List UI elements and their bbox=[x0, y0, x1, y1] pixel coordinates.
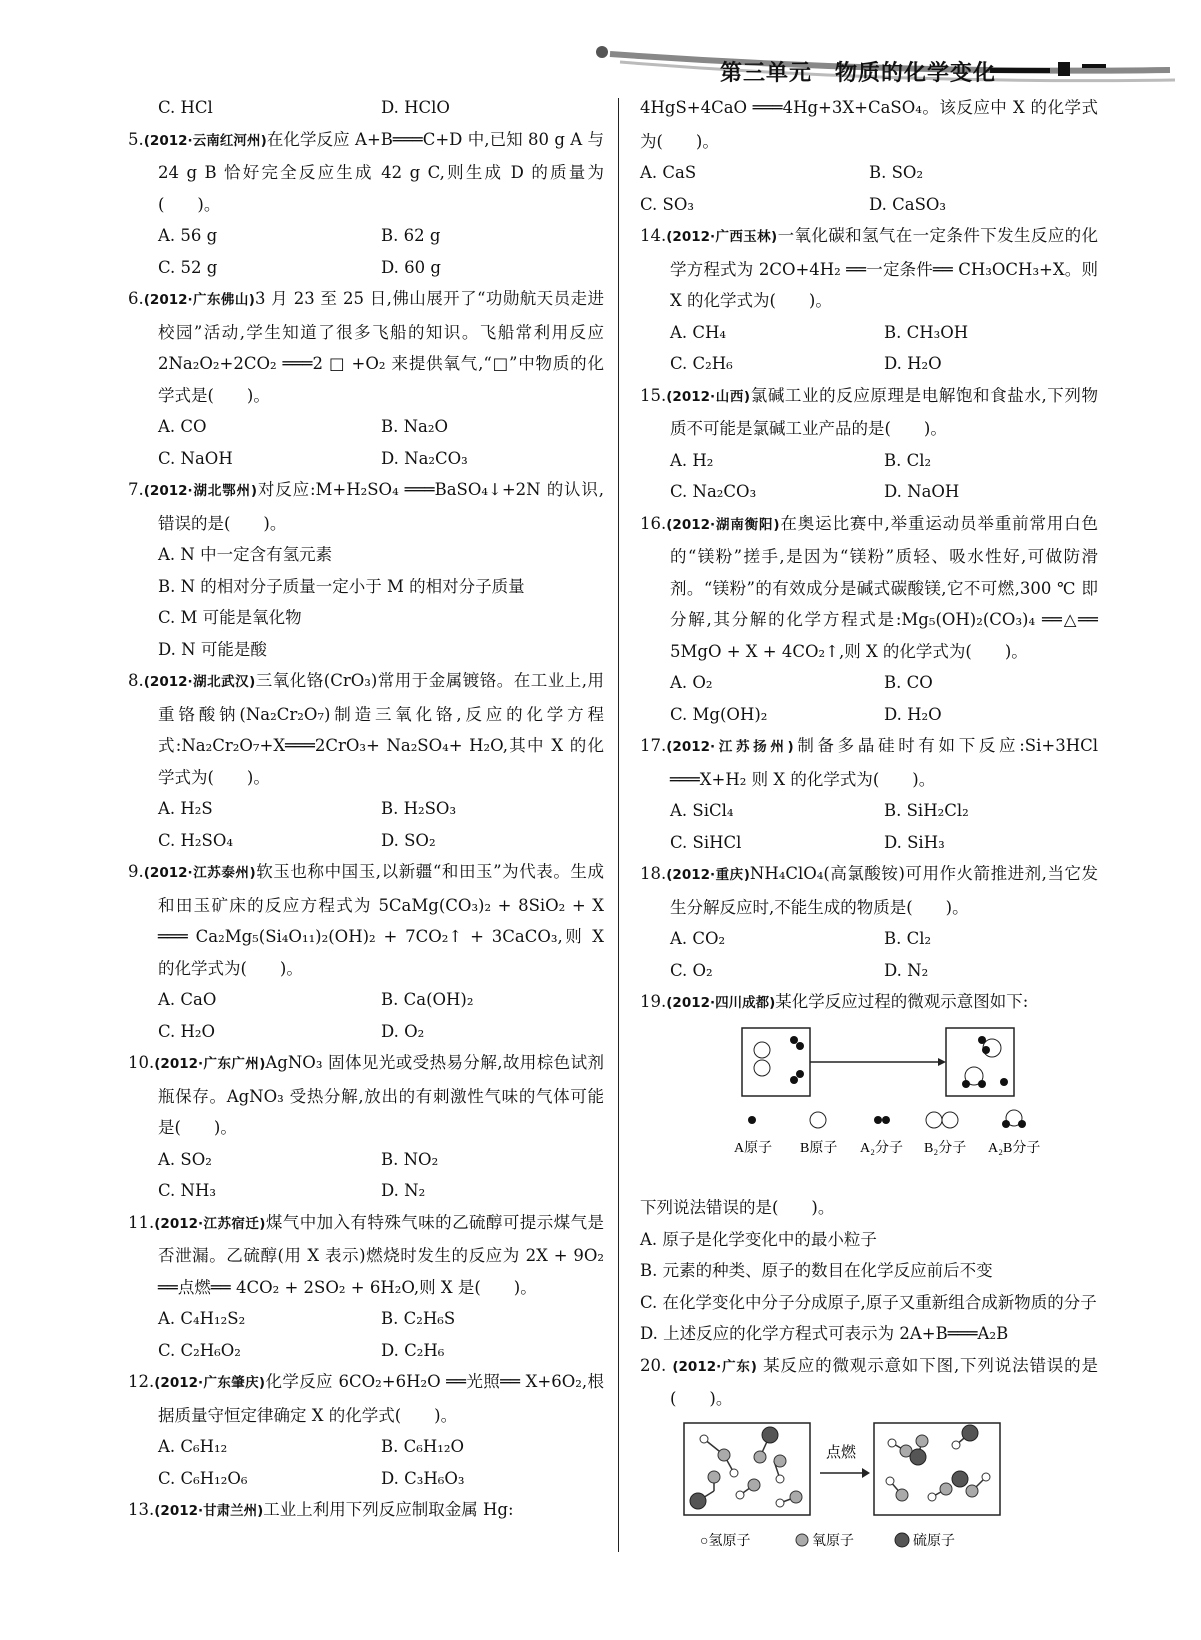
q20-diagram bbox=[670, 1421, 1098, 1572]
question-number: 11. bbox=[128, 1212, 155, 1232]
question-stem: 制备多晶硅时有如下反应:Si+3HCl ═══X+H₂ 则 X 的化学式为( )。 bbox=[670, 736, 1098, 789]
legend-a2-molecule: A₂分子 bbox=[860, 1140, 903, 1156]
question-source: (2012·重庆) bbox=[666, 867, 750, 883]
question-6 bbox=[128, 283, 604, 411]
options bbox=[640, 923, 1098, 986]
question-19 bbox=[640, 986, 1098, 1020]
option: B. C₆H₁₂O bbox=[381, 1437, 464, 1456]
question-stem: 3 月 23 至 25 日,佛山展开了“功勋航天员走进校园”活动,学生知道了很多飞船的知识。飞船常利用反应 2Na₂O₂+2CO₂ ═══2 □ +O₂ 来提供氧气,“□”中物质的化学式是( )。 bbox=[158, 289, 604, 405]
question-12 bbox=[128, 1366, 604, 1431]
question-source: (2012·湖北武汉) bbox=[143, 674, 256, 690]
options bbox=[640, 317, 1098, 380]
option: B. Cl₂ bbox=[884, 929, 932, 948]
legend-sulfur: 硫原子 bbox=[913, 1533, 955, 1549]
question-13 bbox=[128, 1494, 604, 1528]
option: A. CaO bbox=[158, 990, 217, 1009]
option: C. C₂H₆ bbox=[670, 354, 733, 373]
question-number: 9. bbox=[128, 862, 144, 881]
question-number: 5. bbox=[128, 129, 144, 149]
unit-title: 第三单元 物质的化学变化 bbox=[720, 61, 997, 86]
question-source: (2012·湖南衡阳) bbox=[666, 516, 780, 533]
option: B. N 的相对分子质量一定小于 M 的相对分子质量 bbox=[158, 576, 525, 596]
question-stem: 氯碱工业的反应原理是电解饱和食盐水,下列物质不可能是氯碱工业产品的是( )。 bbox=[670, 385, 1099, 438]
q19-diagram bbox=[670, 1026, 1098, 1187]
right-column bbox=[640, 92, 1098, 1577]
option: A. CO₂ bbox=[670, 929, 726, 948]
option: C. O₂ bbox=[670, 960, 713, 980]
option: A. CaS bbox=[640, 163, 697, 182]
option: A. 原子是化学变化中的最小粒子 bbox=[640, 1229, 877, 1249]
column-divider bbox=[618, 98, 619, 1552]
question-stem: 在化学反应 A+B═══C+D 中,已知 80 g A 与 24 g B 恰好完全反应生成 42 g C,则生成 D 的质量为( )。 bbox=[158, 129, 604, 214]
option: A. 56 g bbox=[158, 226, 218, 245]
option: B. Cl₂ bbox=[884, 450, 932, 470]
question-source: (2012·湖北鄂州) bbox=[143, 483, 258, 499]
option: A. N 中一定含有氢元素 bbox=[158, 545, 333, 564]
option: D. SiH₃ bbox=[884, 832, 945, 852]
question-source: (2012·江苏泰州) bbox=[143, 865, 256, 881]
question-source: (2012·甘肃兰州) bbox=[154, 1503, 264, 1519]
option: D. CaSO₃ bbox=[869, 194, 947, 214]
option: D. NaOH bbox=[884, 482, 960, 501]
option: C. C₂H₆O₂ bbox=[158, 1340, 241, 1360]
question-number: 6. bbox=[128, 289, 144, 308]
question-number: 18. bbox=[640, 864, 667, 883]
option: D. N 可能是酸 bbox=[158, 639, 267, 659]
question-16 bbox=[640, 508, 1098, 668]
question-stem: 三氧化铬(CrO₃)常用于金属镀铬。在工业上,用重铬酸钠(Na₂Cr₂O₇)制造三氧化铬,反应的化学方程式:Na₂Cr₂O₇+X═══2CrO₃+ Na₂SO₄+ H₂O,其中 X 的化学式为( )。 bbox=[158, 671, 604, 787]
option: C. NaOH bbox=[158, 448, 233, 468]
question-18 bbox=[640, 858, 1098, 923]
option: B. Na₂O bbox=[381, 417, 449, 436]
question-source: (2012·云南红河州) bbox=[143, 132, 267, 149]
question-14 bbox=[640, 220, 1098, 317]
option: D. C₂H₆ bbox=[381, 1340, 445, 1360]
question-stem: 一氧化碳和氢气在一定条件下发生反应的化学方程式为 2CO+4H₂ ══一定条件══ CH₃OCH₃+X。则 X 的化学式为( )。 bbox=[670, 226, 1099, 310]
option: C. H₂O bbox=[158, 1021, 216, 1041]
option: B. Ca(OH)₂ bbox=[381, 990, 474, 1009]
option: C. Mg(OH)₂ bbox=[670, 704, 768, 724]
question-source: (2012·广西玉林) bbox=[666, 229, 778, 245]
question-number: 20. bbox=[640, 1355, 667, 1375]
option: C. SiHCl bbox=[670, 832, 742, 852]
option: D. HClO bbox=[381, 98, 450, 117]
question-number: 19. bbox=[640, 992, 667, 1011]
option: A. H₂S bbox=[158, 799, 213, 818]
question-20 bbox=[640, 1350, 1098, 1415]
question-stem: NH₄ClO₄(高氯酸铵)可用作火箭推进剂,当它发生分解反应时,不能生成的物质是( )。 bbox=[670, 864, 1098, 917]
legend-b-atom: B原子 bbox=[800, 1140, 838, 1156]
question-stem: 化学反应 6CO₂+6H₂O ══光照══ X+6O₂,根据质量守恒定律确定 X 的化学式( )。 bbox=[158, 1372, 604, 1425]
option: D. 60 g bbox=[381, 257, 441, 277]
option: D. Na₂CO₃ bbox=[381, 448, 468, 468]
question-10 bbox=[128, 1047, 604, 1144]
question-cont bbox=[640, 92, 1098, 157]
question-number: 7. bbox=[128, 480, 144, 499]
option: D. 上述反应的化学方程式可表示为 2A+B═══A₂B bbox=[640, 1324, 1009, 1343]
options bbox=[128, 539, 604, 665]
option: A. CH₄ bbox=[670, 322, 727, 342]
question-source: (2012·广东广州) bbox=[154, 1056, 266, 1072]
question-17 bbox=[640, 730, 1098, 795]
question-source: (2012·广东肇庆) bbox=[154, 1375, 266, 1391]
question-number: 14. bbox=[640, 226, 667, 245]
options bbox=[640, 157, 1098, 220]
option: B. SiH₂Cl₂ bbox=[884, 801, 969, 820]
options bbox=[128, 411, 604, 474]
option: C. SO₃ bbox=[640, 194, 694, 214]
question-number: 12. bbox=[128, 1372, 155, 1391]
question-number: 17. bbox=[640, 736, 667, 755]
question-stem: 4HgS+4CaO ═══4Hg+3X+CaSO₄。该反应中 X 的化学式为( )。 bbox=[640, 98, 1098, 151]
question-15 bbox=[640, 380, 1098, 445]
option: B. 元素的种类、原子的数目在化学反应前后不变 bbox=[640, 1261, 993, 1280]
option: B. H₂SO₃ bbox=[381, 799, 457, 818]
question-number: 10. bbox=[128, 1053, 155, 1072]
question-7 bbox=[128, 474, 604, 539]
option: A. SiCl₄ bbox=[670, 801, 734, 820]
options bbox=[128, 984, 604, 1047]
option: D. N₂ bbox=[884, 960, 929, 980]
question-source: (2012·江苏扬州) bbox=[666, 739, 794, 755]
option: B. 62 g bbox=[381, 226, 441, 245]
page-header bbox=[590, 44, 1180, 90]
option: D. SO₂ bbox=[381, 830, 436, 850]
option: C. 在化学变化中分子分成原子,原子又重新组合成新物质的分子 bbox=[640, 1292, 1097, 1312]
option: C. H₂SO₄ bbox=[158, 830, 233, 850]
option: D. O₂ bbox=[381, 1021, 425, 1041]
question-11 bbox=[128, 1207, 604, 1304]
left-column bbox=[128, 92, 604, 1528]
question-5 bbox=[128, 124, 604, 221]
question-number: 16. bbox=[640, 513, 667, 533]
question-8 bbox=[128, 665, 604, 793]
legend-a2b-molecule: A₂B分子 bbox=[988, 1140, 1041, 1156]
option: A. O₂ bbox=[670, 673, 713, 692]
options bbox=[640, 445, 1098, 508]
option: B. C₂H₆S bbox=[381, 1309, 456, 1328]
question-number: 8. bbox=[128, 671, 144, 690]
option: B. NO₂ bbox=[381, 1149, 439, 1169]
option: A. H₂ bbox=[670, 450, 714, 470]
question-source: (2012·四川成都) bbox=[666, 995, 776, 1011]
options bbox=[128, 220, 604, 283]
option: C. Na₂CO₃ bbox=[670, 482, 757, 501]
question-stem: 在奥运比赛中,举重运动员举重前常用白色的“镁粉”搓手,是因为“镁粉”质轻、吸水性好,可做防滑剂。“镁粉”的有效成分是碱式碳酸镁,它不可燃,300 ℃ 即分解,其分解的化学方程式是:Mg₅(OH)₂(CO₃)₄ ══△══ 5MgO + X + 4CO₂↑,则 X 的化学式为( )。 bbox=[670, 513, 1098, 661]
options bbox=[640, 667, 1098, 730]
option: B. CH₃OH bbox=[884, 322, 969, 342]
question-stem: AgNO₃ 固体见光或受热易分解,故用棕色试剂瓶保存。AgNO₃ 受热分解,放出的有刺激性气味的气体可能是( )。 bbox=[158, 1053, 604, 1137]
question-9 bbox=[128, 856, 604, 984]
option: C. NH₃ bbox=[158, 1181, 216, 1200]
question-stem: 对反应:M+H₂SO₄ ═══BaSO₄↓+2N 的认识,错误的是( )。 bbox=[158, 480, 604, 533]
legend-hydrogen: ○氢原子 bbox=[700, 1533, 751, 1549]
q19-question: 下列说法错误的是( )。 bbox=[640, 1198, 835, 1217]
question-stem: 某反应的微观示意如下图,下列说法错误的是( )。 bbox=[670, 1355, 1099, 1408]
options bbox=[128, 793, 604, 856]
option: D. H₂O bbox=[884, 354, 942, 373]
options bbox=[128, 1303, 604, 1366]
legend-a-atom: A原子 bbox=[734, 1140, 773, 1156]
option: A. CO bbox=[158, 417, 207, 436]
question-stem: 煤气中加入有特殊气味的乙硫醇可提示煤气是否泄漏。乙硫醇(用 X 表示)燃烧时发生的反应为 2X + 9O₂ ══点燃══ 4CO₂ + 2SO₂ + 6H₂O,则 X 是( )。 bbox=[158, 1212, 605, 1297]
options bbox=[128, 1144, 604, 1207]
arrow-label: 点燃 bbox=[826, 1444, 857, 1461]
options bbox=[640, 795, 1098, 858]
question-number: 13. bbox=[128, 1500, 155, 1519]
question-source: (2012·山西) bbox=[666, 388, 751, 405]
question-number: 15. bbox=[640, 385, 667, 405]
option: A. SO₂ bbox=[158, 1149, 212, 1169]
option: D. H₂O bbox=[884, 704, 942, 724]
option: D. N₂ bbox=[381, 1181, 426, 1200]
question-source: (2012·广东) bbox=[672, 1358, 757, 1375]
option: B. CO bbox=[884, 673, 933, 692]
q20-reaction-svg bbox=[670, 1421, 1030, 1561]
legend-b2-molecule: B₂分子 bbox=[924, 1140, 967, 1156]
question-source: (2012·江苏宿迁) bbox=[154, 1215, 266, 1232]
question-stem: 某化学反应过程的微观示意图如下: bbox=[775, 992, 1029, 1011]
q19-reaction-svg bbox=[670, 1026, 1090, 1176]
option: B. SO₂ bbox=[869, 163, 924, 182]
question-stem: 工业上利用下列反应制取金属 Hg: bbox=[263, 1500, 514, 1519]
options bbox=[128, 1431, 604, 1494]
option: C. HCl bbox=[158, 98, 213, 117]
question-source: (2012·广东佛山) bbox=[143, 292, 255, 308]
option: A. C₆H₁₂ bbox=[158, 1437, 228, 1456]
option: C. M 可能是氧化物 bbox=[158, 608, 302, 627]
question-stem: 软玉也称中国玉,以新疆“和田玉”为代表。生成和田玉矿床的反应方程式为 5CaMg(CO₃)₂ + 8SiO₂ + X ═══ Ca₂Mg₅(Si₄O₁₁)₂(OH)₂ + 7CO₂↑ + 3CaCO₃,则 X 的化学式为( )。 bbox=[158, 862, 604, 978]
option: A. C₄H₁₂S₂ bbox=[158, 1309, 246, 1328]
option: D. C₃H₆O₃ bbox=[381, 1468, 465, 1488]
legend-oxygen: 氧原子 bbox=[812, 1533, 854, 1549]
option: C. 52 g bbox=[158, 257, 218, 277]
option: C. C₆H₁₂O₆ bbox=[158, 1468, 248, 1488]
